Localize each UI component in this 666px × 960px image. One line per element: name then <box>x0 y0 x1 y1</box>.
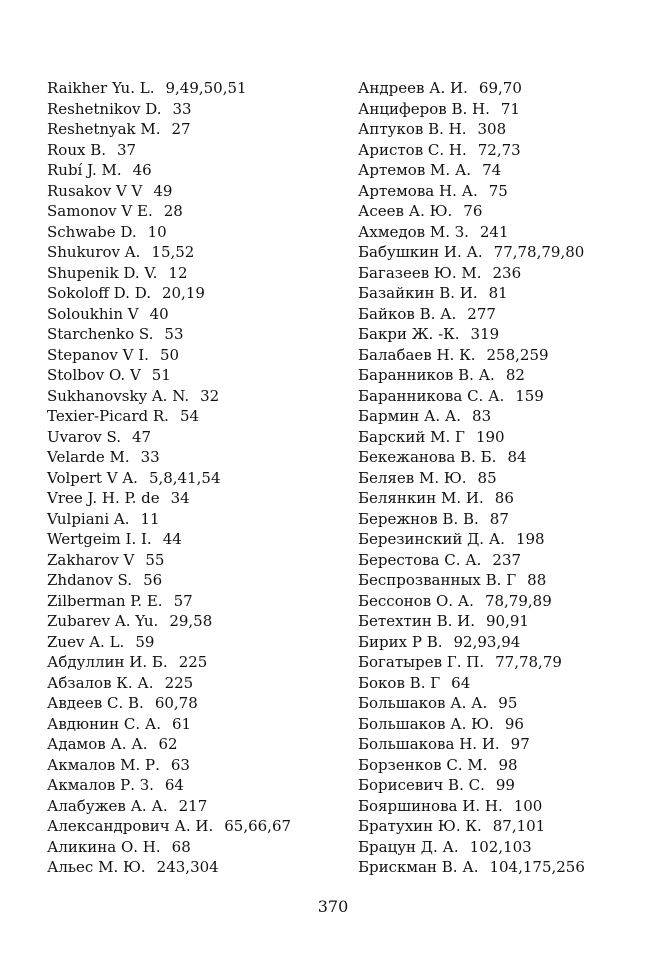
page-references: 241 <box>479 222 509 241</box>
page-references: 97 <box>510 735 530 753</box>
author-name: Адамов А. А. <box>47 735 148 753</box>
author-name: Stepanov V I. <box>47 345 149 364</box>
author-name: Samonov V E. <box>47 202 153 220</box>
page-references: 87,101 <box>492 817 546 835</box>
page-references: 11 <box>140 509 160 528</box>
author-name: Авдюнин С. А. <box>47 714 162 733</box>
page-references: 60,78 <box>154 694 198 712</box>
index-entry <box>358 611 658 632</box>
author-name: Zubarev A. Yu. <box>47 612 159 630</box>
author-name: Rusakov V V <box>47 181 143 200</box>
index-entry <box>47 181 337 202</box>
index-entry <box>358 714 658 735</box>
index-entry <box>358 591 658 612</box>
index-entry <box>47 714 337 735</box>
author-name: Shupenik D. V. <box>47 263 158 282</box>
page-references: 81 <box>488 284 508 302</box>
author-name: Zuev A. L. <box>47 632 125 651</box>
author-name: Бармин А. А. <box>358 407 462 425</box>
author-name: Большаков А. Ю. <box>358 714 494 733</box>
page-references: 74 <box>482 161 502 179</box>
index-entry <box>47 652 337 673</box>
author-name: Velarde M. <box>47 448 130 466</box>
page-references: 62 <box>158 735 178 753</box>
author-name: Raikher Yu. L. <box>47 79 155 97</box>
page-references: 76 <box>463 202 483 220</box>
author-name: Бережнов В. В. <box>358 509 479 528</box>
index-entry <box>358 324 658 345</box>
index-entry <box>358 427 658 448</box>
page-references: 37 <box>117 140 137 159</box>
index-entry <box>47 509 337 530</box>
page-references: 71 <box>500 99 520 118</box>
author-name: Starchenko S. <box>47 325 154 343</box>
author-name: Асеев А. Ю. <box>358 202 453 220</box>
index-entry <box>358 673 658 694</box>
index-entry <box>47 406 337 427</box>
index-entry <box>47 345 337 366</box>
author-name: Бессонов О. А. <box>358 591 474 610</box>
index-entry <box>358 345 658 366</box>
index-entry <box>358 386 658 407</box>
author-name: Балабаев Н. К. <box>358 345 476 364</box>
page-references: 63 <box>170 755 190 774</box>
page-references: 159 <box>515 386 544 405</box>
author-name: Аликина О. Н. <box>47 837 161 856</box>
index-entry <box>358 406 658 427</box>
page-references: 77,78,79 <box>495 653 562 671</box>
index-entry <box>47 140 337 161</box>
page-references: 236 <box>492 263 522 282</box>
author-name: Schwabe D. <box>47 222 137 241</box>
page-references: 237 <box>492 550 522 569</box>
author-name: Ахмедов М. З. <box>358 222 469 241</box>
page-references: 96 <box>504 714 524 733</box>
index-entry <box>47 386 337 407</box>
author-name: Березинский Д. А. <box>358 530 505 548</box>
page-references: 243,304 <box>156 858 219 876</box>
author-name: Sukhanovsky A. N. <box>47 386 190 405</box>
author-name: Белянкин М. И. <box>358 489 484 507</box>
author-name: Алабужев А. А. <box>47 796 168 815</box>
index-entry <box>358 181 658 202</box>
page-references: 190 <box>475 427 505 446</box>
page-references: 99 <box>495 776 515 794</box>
index-entry <box>47 488 337 509</box>
index-entry <box>47 591 337 612</box>
page-references: 277 <box>467 304 496 323</box>
index-entry <box>358 99 658 120</box>
author-name: Zhdanov S. <box>47 571 133 589</box>
page-references: 61 <box>172 714 192 733</box>
page-references: 258,259 <box>486 345 549 364</box>
index-entry <box>47 304 337 325</box>
index-entry <box>47 447 337 468</box>
index-entry <box>47 99 337 120</box>
page-references: 102,103 <box>469 837 532 856</box>
index-entry <box>47 160 337 181</box>
index-entry <box>47 796 337 817</box>
author-name: Баранников В. А. <box>358 366 495 384</box>
author-name: Zakharov V <box>47 550 135 569</box>
index-entry <box>358 160 658 181</box>
author-name: Андреев А. И. <box>358 79 468 97</box>
index-entry <box>358 447 658 468</box>
author-name: Reshetnikov D. <box>47 99 162 118</box>
index-entry <box>358 693 658 714</box>
index-entry <box>47 734 337 755</box>
page-references: 40 <box>149 304 169 323</box>
page-references: 69,70 <box>478 79 522 97</box>
author-name: Анциферов В. Н. <box>358 99 490 118</box>
index-entry <box>47 837 337 858</box>
index-entry <box>47 119 337 140</box>
author-name: Большакова Н. И. <box>358 735 500 753</box>
author-name: Базайкин В. И. <box>358 284 478 302</box>
index-entry <box>358 222 658 243</box>
page-references: 64 <box>451 673 471 692</box>
right-index-column <box>358 78 658 878</box>
index-entry <box>47 570 337 591</box>
page-references: 20,19 <box>161 284 205 302</box>
index-entry <box>47 263 337 284</box>
index-entry <box>358 468 658 489</box>
author-name: Volpert V A. <box>47 468 138 487</box>
index-entry <box>358 652 658 673</box>
author-name: Бирих Р В. <box>358 632 443 651</box>
author-name: Бетехтин В. И. <box>358 612 476 630</box>
left-index-column <box>47 78 337 878</box>
page-references: 75 <box>488 181 508 200</box>
page-references: 85 <box>477 468 497 487</box>
index-entry <box>47 427 337 448</box>
author-name: Берестова С. А. <box>358 550 482 569</box>
author-name: Акмалов М. Р. <box>47 755 160 774</box>
index-entry <box>47 529 337 550</box>
page-references: 59 <box>135 632 155 651</box>
index-entry <box>47 222 337 243</box>
author-name: Барский М. Г <box>358 427 465 446</box>
index-entry <box>358 119 658 140</box>
author-name: Акмалов Р. З. <box>47 776 154 794</box>
author-name: Stolbov O. V <box>47 366 141 384</box>
index-entry <box>47 283 337 304</box>
page-references: 319 <box>470 325 500 343</box>
page-references: 57 <box>173 591 193 610</box>
index-entry <box>47 632 337 653</box>
index-entry <box>358 775 658 796</box>
author-name: Большаков А. А. <box>358 694 488 712</box>
index-entry <box>358 837 658 858</box>
author-name: Zilberman P. E. <box>47 591 163 610</box>
page-references: 51 <box>151 366 171 384</box>
index-entry <box>358 78 658 99</box>
index-entry <box>358 509 658 530</box>
page-references: 10 <box>147 222 167 241</box>
page-references: 82 <box>505 366 525 384</box>
author-name: Байков В. А. <box>358 304 457 323</box>
author-name: Uvarov S. <box>47 427 122 446</box>
page-references: 86 <box>494 489 514 507</box>
page-references: 34 <box>170 489 190 507</box>
author-name: Богатырев Г. П. <box>358 653 485 671</box>
index-entry <box>358 140 658 161</box>
index-entry <box>358 263 658 284</box>
page-references: 72,73 <box>477 140 521 159</box>
index-entry <box>47 673 337 694</box>
author-name: Бекежанова В. Б. <box>358 448 497 466</box>
page-references: 92,93,94 <box>453 632 521 651</box>
index-entry <box>47 550 337 571</box>
index-entry <box>47 365 337 386</box>
page-references: 90,91 <box>486 612 529 630</box>
author-name: Беляев М. Ю. <box>358 468 467 487</box>
index-entry <box>358 488 658 509</box>
index-entry <box>47 242 337 263</box>
page-references: 56 <box>143 571 163 589</box>
author-name: Wertgeim I. I. <box>47 530 152 548</box>
index-entry <box>47 755 337 776</box>
page-references: 53 <box>164 325 184 343</box>
page-references: 84 <box>507 448 527 466</box>
page-references: 87 <box>489 509 509 528</box>
page-references: 55 <box>145 550 165 569</box>
author-name: Shukurov A. <box>47 243 141 261</box>
page-references: 83 <box>472 407 492 425</box>
author-name: Боков В. Г <box>358 673 441 692</box>
page-references: 225 <box>178 653 208 671</box>
index-entry <box>47 201 337 222</box>
page-references: 100 <box>513 796 543 815</box>
page-references: 65,66,67 <box>224 817 292 835</box>
author-name: Бояршинова И. Н. <box>358 796 503 815</box>
page-references: 33 <box>140 448 160 466</box>
author-name: Братухин Ю. К. <box>358 817 482 835</box>
author-name: Vree J. H. P. de <box>47 489 160 507</box>
page-references: 54 <box>179 407 200 425</box>
author-name: Артемова Н. А. <box>358 181 478 200</box>
index-entry <box>358 529 658 550</box>
author-name: Борисевич В. С. <box>358 776 485 794</box>
author-name: Rubí J. M. <box>47 161 122 179</box>
page-references: 95 <box>498 694 518 712</box>
index-entry <box>47 611 337 632</box>
index-entry <box>358 570 658 591</box>
page-references: 78,79,89 <box>484 591 552 610</box>
index-entry <box>47 78 337 99</box>
index-entry <box>358 734 658 755</box>
index-entry <box>358 242 658 263</box>
index-entry <box>358 550 658 571</box>
page-references: 68 <box>171 837 191 856</box>
author-name: Бакри Ж. -К. <box>358 325 460 343</box>
page-references: 225 <box>164 673 194 692</box>
index-entry <box>47 857 337 878</box>
index-entry <box>358 283 658 304</box>
author-name: Texier-Picard R. <box>47 407 169 425</box>
author-name: Александрович А. И. <box>47 817 214 835</box>
author-name: Баранникова С. А. <box>358 386 505 405</box>
page-references: 50 <box>159 345 180 364</box>
author-name: Sokoloff D. D. <box>47 284 151 302</box>
author-name: Борзенков С. М. <box>358 755 488 774</box>
page-references: 15,52 <box>151 243 195 261</box>
author-name: Багазеев Ю. М. <box>358 263 482 282</box>
page-references: 49 <box>153 181 173 200</box>
page-references: 198 <box>515 530 545 548</box>
index-entry <box>47 693 337 714</box>
page-references: 27 <box>171 120 191 138</box>
author-name: Беспрозванных В. Г <box>358 571 517 589</box>
page-number: 370 <box>317 897 349 916</box>
page-references: 308 <box>477 120 507 138</box>
page-references: 29,58 <box>169 612 213 630</box>
index-entry <box>358 632 658 653</box>
page-references: 98 <box>498 755 518 774</box>
author-name: Брацун Д. А. <box>358 837 459 856</box>
page-references: 77,78,79,80 <box>493 243 585 261</box>
author-name: Vulpiani A. <box>47 509 130 528</box>
page-references: 44 <box>162 530 182 548</box>
index-entry <box>358 365 658 386</box>
index-entry <box>358 755 658 776</box>
page-references: 12 <box>168 263 188 282</box>
page-references: 32 <box>200 386 220 405</box>
index-entry <box>47 775 337 796</box>
author-name: Альес М. Ю. <box>47 858 146 876</box>
author-name: Soloukhin V <box>47 304 139 323</box>
author-name: Артемов М. А. <box>358 161 472 179</box>
index-entry <box>358 304 658 325</box>
index-entry <box>47 468 337 489</box>
page-references: 9,49,50,51 <box>165 79 247 97</box>
index-entry <box>358 201 658 222</box>
page-references: 46 <box>132 161 152 179</box>
author-name: Абдуллин И. Б. <box>47 653 168 671</box>
author-name: Reshetnyak M. <box>47 120 161 138</box>
page-references: 104,175,256 <box>489 858 585 876</box>
author-name: Аптуков В. Н. <box>358 120 467 138</box>
author-name: Аристов С. Н. <box>358 140 467 159</box>
author-name: Абзалов К. А. <box>47 673 154 692</box>
index-entry <box>47 816 337 837</box>
index-entry <box>358 857 658 878</box>
author-name: Бабушкин И. А. <box>358 243 483 261</box>
page-references: 28 <box>163 202 183 220</box>
page-references: 47 <box>132 427 152 446</box>
page-references: 64 <box>164 776 184 794</box>
index-entry <box>358 796 658 817</box>
page-references: 33 <box>172 99 192 118</box>
page-references: 217 <box>178 796 208 815</box>
author-name: Брискман В. А. <box>358 858 479 876</box>
index-entry <box>47 324 337 345</box>
index-entry <box>358 816 658 837</box>
page-references: 88 <box>527 571 547 589</box>
author-name: Roux B. <box>47 140 107 159</box>
author-name: Авдеев С. В. <box>47 694 144 712</box>
page-references: 5,8,41,54 <box>148 468 221 487</box>
